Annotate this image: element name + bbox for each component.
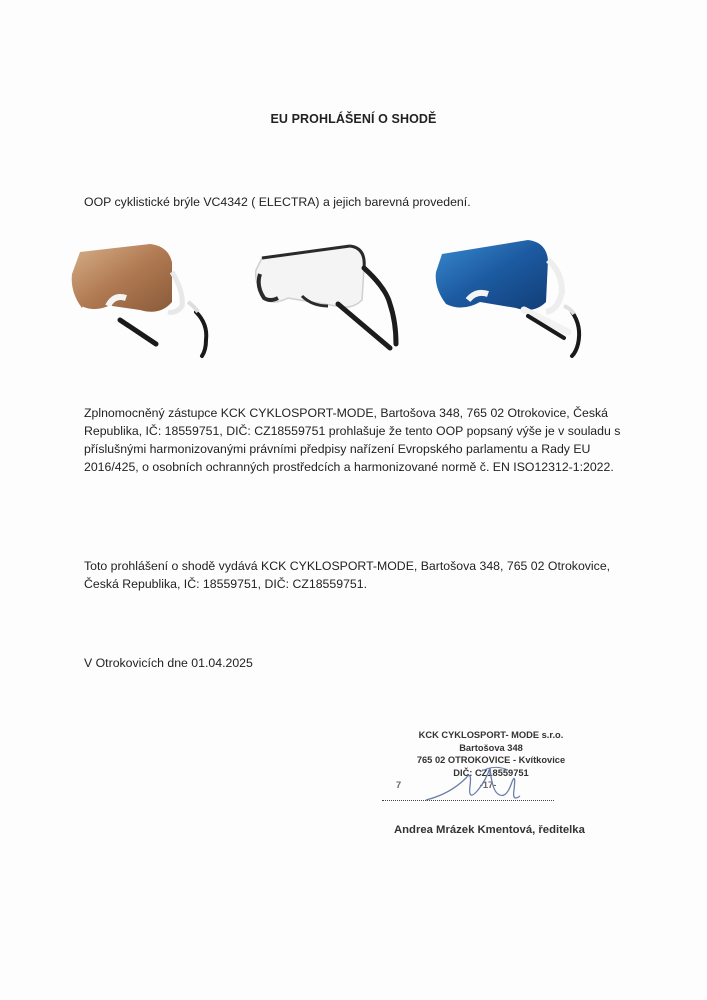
- document-title: EU PROHLÁŠENÍ O SHODĚ: [270, 112, 437, 126]
- stamp-vat-id: DIČ: CZ18559751: [453, 767, 529, 778]
- stamp-partial-right: -17-: [479, 780, 497, 790]
- blue-mirror-lens-glasses-icon: [428, 232, 598, 362]
- product-intro: OOP cyklistické brýle VC4342 ( ELECTRA) a jejich barevná provedení.: [84, 195, 471, 209]
- place-and-date: V Otrokovicích dne 01.04.2025: [84, 656, 253, 670]
- product-images: [60, 232, 650, 367]
- issuer-paragraph: Toto prohlášení o shodě vydává KCK CYKLOSPORT-MODE, Bartošova 348, 765 02 Otrokovice, Česká Republika, IČ: 18559751, DIČ: CZ18559751.: [84, 559, 611, 591]
- gold-mirror-lens-glasses-icon: [60, 232, 220, 362]
- stamp-city: 765 02 OTROKOVICE - Kvítkovice: [416, 755, 566, 765]
- declaration-paragraph: Zplnomocněný zástupce KCK CYKLOSPORT-MODE, Bartošova 348, 765 02 Otrokovice, Česká Republika, IČ: 18559751, DIČ: CZ18559751 prohlašuje že tento OOP popsaný výše je v souladu s příslušnými harmonizovanými právními předpisy nařízení Evropského parlamentu a Rady EU 2016/425, o osobních ochranných prostředcích a harmonizované normě č. EN ISO12312-1:2022.: [84, 406, 621, 474]
- clear-lens-glasses-icon: [240, 232, 410, 362]
- stamp-partial-left: 7: [396, 780, 402, 790]
- stamp-street: Bartošova 348: [459, 742, 523, 753]
- signature-line: [382, 800, 554, 801]
- signer-name: Andrea Mrázek Kmentová, ředitelka: [394, 824, 585, 836]
- stamp-company-name: KCK CYKLOSPORT- MODE s.r.o.: [418, 730, 564, 740]
